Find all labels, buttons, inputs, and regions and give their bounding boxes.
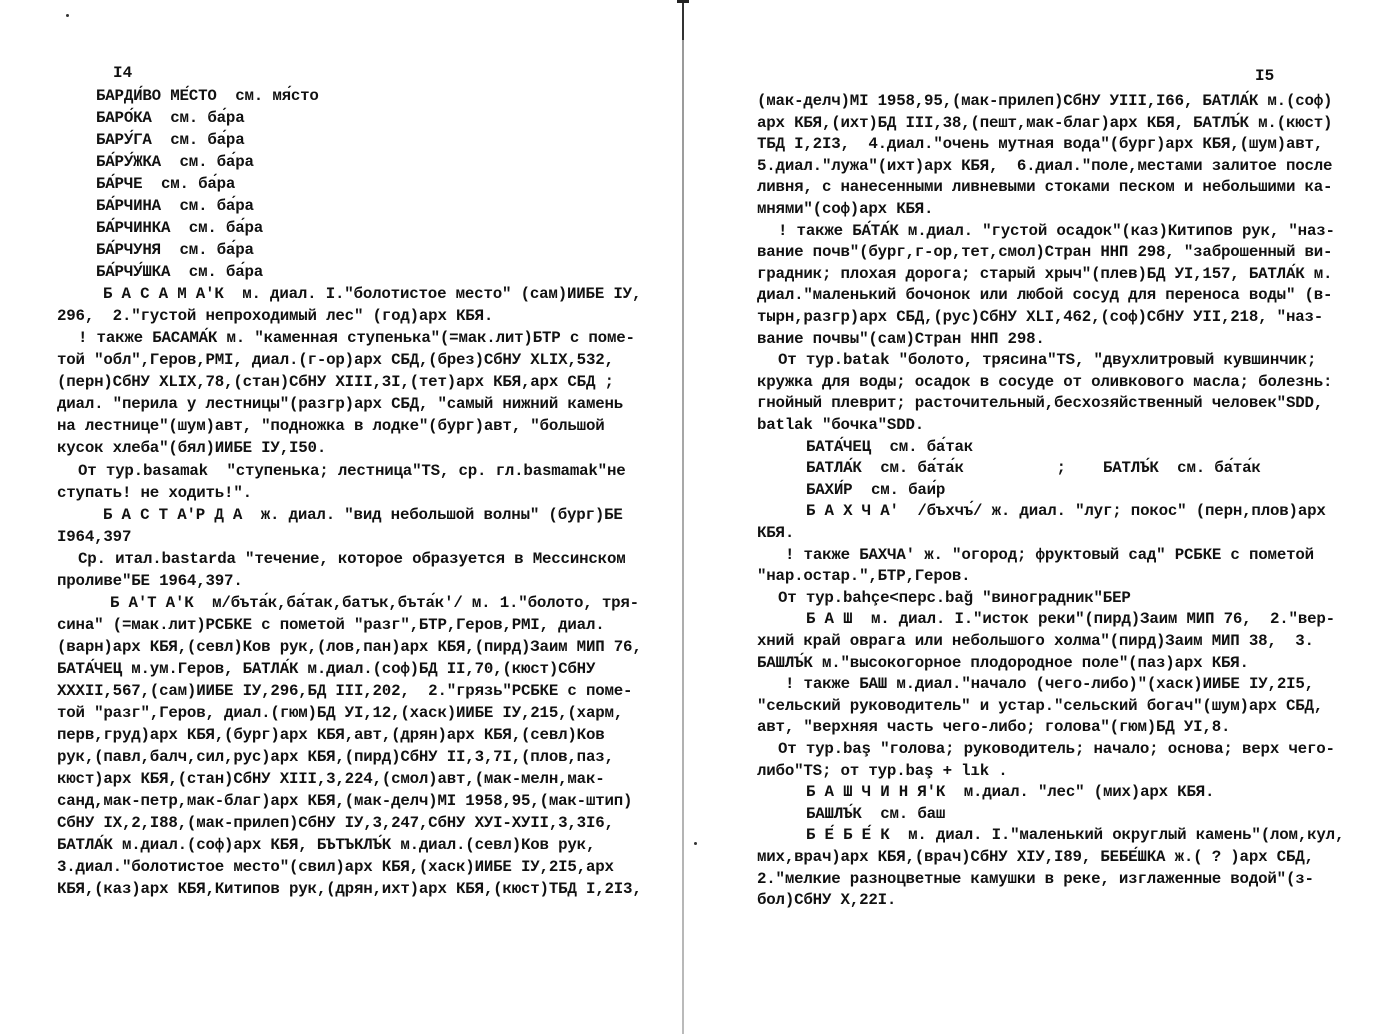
dictionary-entry-line: БА́РЧЕ см. ба́ра [96, 175, 236, 194]
text-line: перв,груд)арх КБЯ,(бург)арх КБЯ,авт,(дрян)арх КБЯ,(севл)Ков [57, 725, 605, 744]
text-line: От тур.basamak "ступенька; лестница"TS, ср. гл.basmamak"не [78, 461, 626, 480]
text-line: градник; плохая дорога; старый хрыч"(плев)БД УI,157, БАТЛА́К м. [757, 264, 1333, 283]
dictionary-entry-line: БАТА́ЧЕЦ см. ба́так [806, 437, 974, 456]
text-line: (перн)СбНУ XLIX,78,(стан)СбНУ XIII,3I,(тет)арх КБЯ,арх СБД ; [57, 373, 614, 392]
text-line: диал. "перила у лестницы"(разгр)арх СБД, "самый нижний камень [57, 395, 624, 414]
dictionary-entry-line: БА́РЧУНЯ см. ба́ра [96, 241, 254, 260]
text-line: КБЯ. [757, 524, 795, 542]
dictionary-entry-line: Б А С А М А'К м. диал. I."болотистое место" (сам)ИИБЕ IУ, [103, 285, 642, 304]
text-line: кусок хлеба"(бял)ИИБЕ IУ,I50. [57, 439, 327, 458]
dictionary-entry-line: Б Е́ Б Е́ К м. диал. I."маленький округлый камень"(лом,кул, [806, 826, 1345, 845]
text-line: авт, "верхняя часть чего-либо; голова"(гюм)БД УI,8. [757, 718, 1231, 737]
text-line: КБЯ,(каз)арх КБЯ,Китипов рук,(дрян,ихт)арх КБЯ,(кюст)ТБД I,2I3, [57, 880, 642, 899]
text-line: кюст)арх КБЯ,(стан)СбНУ XIII,3,224,(смол)авт,(мак-мелн,мак- [57, 769, 605, 788]
text-line: ! также БАХЧА' ж. "огород; фруктовый сад" РСБКЕ с пометой [785, 545, 1314, 564]
text-line: 2."мелкие разноцветные камушки в реке, изглаженные водой"(з- [757, 869, 1314, 888]
text-line: ливня, с нанесенными ливневыми стоками песком и небольшими ка- [757, 178, 1333, 197]
text-line: кружка для воды; осадок в сосуде от оливкового масла; болезнь: [757, 372, 1333, 391]
text-line: 296, 2."густой непроходимый лес" (год)арх КБЯ. [57, 307, 494, 326]
text-line: ступать! не ходить!". [57, 483, 252, 502]
text-line: вание почв"(бург,г-ор,тет,смол)Стран ННП 298, "заброшенный ви- [757, 243, 1333, 262]
dictionary-entry-line: Б А Х Ч А' /бъхчъ́/ ж. диал. "луг; покос" (перн,плов)арх [806, 502, 1326, 521]
text-line: рук,(павл,балч,сил,рус)арх КБЯ,(пирд)СбНУ II,3,7I,(плов,паз, [57, 747, 614, 766]
text-line: тырн,разгр)арх СБД,(рус)СбНУ XLI,462,(соф)СбНУ УII,218, "наз- [757, 308, 1324, 326]
text-line: мих,врач)арх КБЯ,(врач)СбНУ XIУ,I89, БЕБЕ́ШКА ж.( ? )арх СБД, [757, 848, 1314, 866]
text-line: ! также БА́ТА́К м.диал. "густой осадок"(каз)Китипов рук, "наз- [778, 221, 1335, 240]
dictionary-entry-line: БАРДИ́ВО МЕ́СТО см. мя́сто [96, 87, 319, 105]
page-left [0, 0, 680, 1034]
text-line: I964,397 [57, 527, 132, 546]
text-line: на лестнице"(шум)авт, "подножка в лодке"(бург)авт, "большой [57, 417, 605, 436]
text-line: От тур.bahçe<перс.bağ "виноградник"БЕР [778, 588, 1131, 607]
text-line: ! также БАСАМА́К м. "каменная ступенька"(=мак.лит)БТР с поме- [78, 329, 635, 348]
dictionary-entry-line: БАРО́КА см. ба́ра [96, 109, 245, 128]
dictionary-entry-line: БА́РУ́ЖКА см. ба́ра [96, 153, 254, 172]
text-line: той "разг",Геров, диал.(гюм)БД УI,12,(хаск)ИИБЕ IУ,215,(харм, [57, 703, 624, 722]
text-line: арх КБЯ,(ихт)БД III,38,(пешт,мак-благ)арх КБЯ, БАТЛЪ́К м.(кюст) [757, 113, 1333, 132]
text-line: бол)СбНУ X,22I. [757, 891, 897, 910]
text-line: мнями"(соф)арх КБЯ. [757, 200, 934, 218]
text-line: БАШЛЪ́К м."высокогорное плодородное поле"(паз)арх КБЯ. [757, 653, 1249, 672]
text-line: "сельский руководитель" и устар."сельский богач"(шум)арх СБД, [757, 696, 1324, 715]
page-number: I4 [113, 64, 133, 82]
text-line: БАТЛА́К м.диал.(соф)арх КБЯ, БЪТЪКЛЪ́К м.диал.(севл)Ков рук, [57, 836, 596, 855]
dictionary-entry-line: Б А Ш м. диал. I."исток реки"(пирд)Заим МИП 76, 2."вер- [806, 610, 1335, 629]
text-line: 3.диал."болотистое место"(свил)арх КБЯ,(хаск)ИИБЕ IУ,2I5,арх [57, 858, 614, 877]
page-right [690, 0, 1400, 1034]
text-line: От тур.batak "болото, трясина"TS, "двухлитровый кувшинчик; [778, 351, 1317, 370]
text-line: гнойный плеврит; расточительный,бесхозяйственный человек"SDD, [757, 394, 1324, 413]
page-number: I5 [1255, 67, 1275, 85]
text-line: ТБД I,2I3, 4.диал."очень мутная вода"(бург)арх КБЯ,(шум)авт, [757, 135, 1324, 154]
text-line: batlak "бочка"SDD. [757, 416, 925, 434]
dictionary-entry-line: БАРУ́ГА см. ба́ра [96, 131, 245, 150]
text-line: СбНУ IX,2,I88,(мак-прилеп)СбНУ IУ,3,247,СбНУ ХУI-ХУII,3,3I6, [57, 813, 614, 832]
text-line: ! также БАШ м.диал."начало (чего-либо)"(хаск)ИИБЕ IУ,2I5, [785, 675, 1314, 694]
text-line: диал."маленький бочонок или любой сосуд для переноса воды" (в- [757, 286, 1333, 305]
dictionary-entry-line: БАХИ́Р см. баи́р [806, 480, 946, 499]
text-line: Ср. итал.bastarda "течение, которое образуется в Мессинском [78, 549, 626, 568]
dictionary-entry-line: БАШЛЪ́К см. баш [806, 804, 946, 823]
text-line: "нар.остар.",БТР,Геров. [757, 567, 971, 586]
dictionary-entry-line: Б А Ш Ч И Н Я'К м.диал. "лес" (мих)арх КБЯ. [806, 783, 1215, 802]
text-line: либо"TS; от тур.baş + lık . [757, 761, 1008, 780]
text-line: вание почвы"(сам)Стран ННП 298. [757, 329, 1045, 348]
text-line: проливе"БЕ 1964,397. [57, 571, 243, 590]
text-line: 5.диал."лужа"(ихт)арх КБЯ, 6.диал."поле,местами залитое после [757, 156, 1333, 175]
text-line: От тур.baş "голова; руководитель; начало; основа; верх чего- [778, 740, 1335, 758]
dictionary-entry-line: БА́РЧИНА см. ба́ра [96, 197, 254, 216]
text-line: XXXII,567,(сам)ИИБЕ IУ,296,БД III,202, 2."грязь"РСБКЕ с поме- [57, 681, 633, 700]
dictionary-entry-line: Б А С Т А'Р Д А ж. диал. "вид небольшой волны" (бург)БЕ [103, 505, 623, 524]
text-line: (мак-делч)МI 1958,95,(мак-прилеп)СбНУ УIII,I66, БАТЛА́К м.(соф) [757, 92, 1333, 110]
text-line: сина" (=мак.лит)РСБКЕ с пометой "разг",БТР,Геров,РМI, диал. [57, 615, 605, 634]
text-line: хний край оврага или небольшого холма"(пирд)Заим МИП 38, 3. [757, 632, 1314, 650]
dictionary-entry-line: Б А'Т А'К м/бъта́к,ба́так,батък,бъта́к'/ м. 1."болото, тря- [110, 593, 639, 612]
text-line: БАТА́ЧЕЦ м.ум.Геров, БАТЛА́К м.диал.(соф)БД II,70,(кюст)СбНУ [57, 659, 596, 678]
dictionary-entry-line: БА́РЧИНКА см. ба́ра [96, 219, 264, 238]
dictionary-entry-line: БА́РЧУ́ШКА см. ба́ра [96, 263, 264, 282]
text-line: (варн)арх КБЯ,(севл)Ков рук,(лов,пан)арх КБЯ,(пирд)Заим МИП 76, [57, 637, 642, 656]
text-line: той "обл",Геров,РМI, диал.(г-ор)арх СБД,(брез)СбНУ XLIX,532, [57, 351, 614, 370]
dictionary-entry-line: БАТЛА́К см. ба́та́к ; БАТЛЪ́К см. ба́та́к [806, 459, 1261, 478]
text-line: санд,мак-петр,мак-благ)арх КБЯ,(мак-делч)МI 1958,95,(мак-штип) [57, 791, 633, 810]
book-binding-gutter [682, 0, 684, 1034]
